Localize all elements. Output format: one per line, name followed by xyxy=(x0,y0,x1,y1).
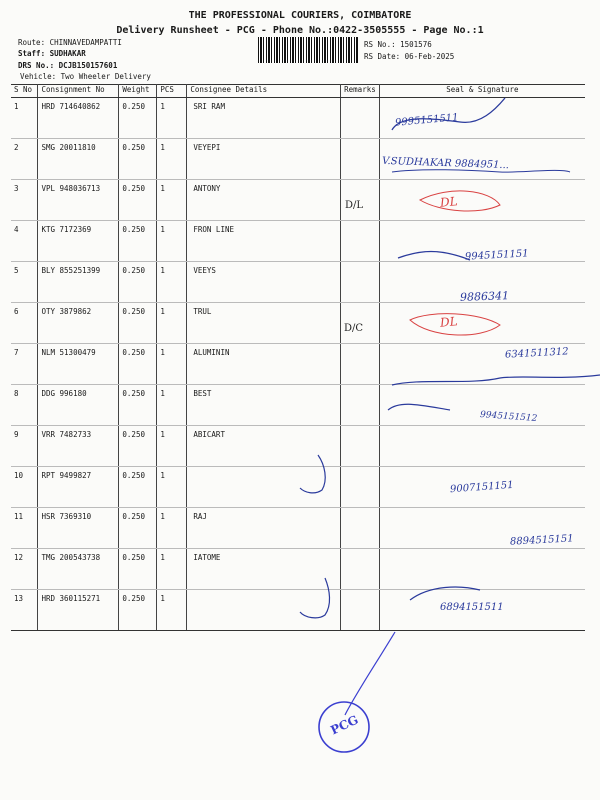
cell-consignee: RAJ xyxy=(187,508,341,549)
signature-1: 9995151511 xyxy=(394,112,459,129)
cell-pcs: 1 xyxy=(157,221,187,262)
company-name: THE PROFESSIONAL COURIERS, COIMBATORE xyxy=(188,10,412,21)
cell-consignment-no: HSR 7369310 xyxy=(38,508,119,549)
cell-sno: 13 xyxy=(11,590,38,631)
cell-weight: 0.250 xyxy=(119,221,157,262)
cell-pcs: 1 xyxy=(157,549,187,590)
pcg-stamp: PCG xyxy=(328,712,361,738)
cell-weight: 0.250 xyxy=(119,180,157,221)
cell-consignee: BEST xyxy=(187,385,341,426)
rs-number: RS No.: 1501576 xyxy=(364,40,432,49)
cell-consignee: VEYEPI xyxy=(187,139,341,180)
cell-pcs: 1 xyxy=(157,508,187,549)
col-pcs: PCS xyxy=(157,85,187,98)
cell-consignment-no: SMG 20011810 xyxy=(38,139,119,180)
cell-pcs: 1 xyxy=(157,303,187,344)
dl-mark-3: DL xyxy=(439,194,459,210)
signature-4: 9945151151 xyxy=(464,248,529,263)
cell-weight: 0.250 xyxy=(119,426,157,467)
route-label: Route: CHINNAVEDAMPATTI xyxy=(18,38,122,47)
cell-sno: 7 xyxy=(11,344,38,385)
cell-consignee: TRUL xyxy=(187,303,341,344)
signature-12: 8894515151 xyxy=(509,533,574,548)
cell-pcs: 1 xyxy=(157,385,187,426)
cell-sno: 10 xyxy=(11,467,38,508)
cell-weight: 0.250 xyxy=(119,262,157,303)
cell-consignee: ALUMININ xyxy=(187,344,341,385)
cell-pcs: 1 xyxy=(157,262,187,303)
cell-consignment-no: DDG 996180 xyxy=(38,385,119,426)
cell-pcs: 1 xyxy=(157,426,187,467)
drs-number: DRS No.: DCJB150157601 xyxy=(18,61,118,70)
cell-sno: 6 xyxy=(11,303,38,344)
cell-sno: 9 xyxy=(11,426,38,467)
col-consignment: Consignment No xyxy=(38,85,119,98)
cell-consignment-no: BLY 855251399 xyxy=(38,262,119,303)
cell-weight: 0.250 xyxy=(119,139,157,180)
cell-pcs: 1 xyxy=(157,590,187,631)
cell-consignee: IATOME xyxy=(187,549,341,590)
signature-13: 6894151511 xyxy=(440,602,504,613)
cell-consignment-no: HRD 360115271 xyxy=(38,590,119,631)
cell-weight: 0.250 xyxy=(119,303,157,344)
cell-pcs: 1 xyxy=(157,344,187,385)
cell-consignee: FRON LINE xyxy=(187,221,341,262)
cell-consignment-no: VRR 7482733 xyxy=(38,426,119,467)
vehicle-label: Vehicle: Two Wheeler Delivery xyxy=(20,72,151,81)
cell-consignee: SRI RAM xyxy=(187,98,341,139)
cell-consignee: ABICART xyxy=(187,426,341,467)
cell-pcs: 1 xyxy=(157,98,187,139)
col-signature: Seal & Signature xyxy=(379,85,585,98)
cell-pcs: 1 xyxy=(157,467,187,508)
cell-weight: 0.250 xyxy=(119,344,157,385)
staff-label: Staff: SUDHAKAR xyxy=(18,49,86,58)
col-sno: S No xyxy=(11,85,38,98)
cell-weight: 0.250 xyxy=(119,467,157,508)
col-consignee: Consignee Details xyxy=(187,85,341,98)
cell-sno: 1 xyxy=(11,98,38,139)
cell-sno: 4 xyxy=(11,221,38,262)
signature-5: 9886341 xyxy=(459,289,510,304)
cell-consignee: VEEYS xyxy=(187,262,341,303)
remark-3: D/L xyxy=(345,200,364,211)
cell-consignment-no: VPL 948036713 xyxy=(38,180,119,221)
signature-8: 9945151512 xyxy=(479,410,538,424)
cell-weight: 0.250 xyxy=(119,590,157,631)
cell-pcs: 1 xyxy=(157,139,187,180)
cell-consignment-no: TMG 200543738 xyxy=(38,549,119,590)
cell-consignment-no: KTG 7172369 xyxy=(38,221,119,262)
cell-weight: 0.250 xyxy=(119,508,157,549)
cell-sno: 12 xyxy=(11,549,38,590)
rs-date: RS Date: 06-Feb-2025 xyxy=(364,52,455,61)
cell-weight: 0.250 xyxy=(119,385,157,426)
dl-mark-6: DL xyxy=(439,314,459,330)
runsheet-title: Delivery Runsheet - PCG - Phone No.:0422-3505555 - Page No.:1 xyxy=(116,25,484,36)
cell-sno: 5 xyxy=(11,262,38,303)
signature-10: 9007151151 xyxy=(449,479,514,496)
signature-2: V.SUDHAKAR 9884951... xyxy=(381,155,510,172)
cell-sno: 2 xyxy=(11,139,38,180)
cell-consignment-no: HRD 714640862 xyxy=(38,98,119,139)
cell-consignment-no: RPT 9499827 xyxy=(38,467,119,508)
remark-6: D/C xyxy=(344,323,364,334)
col-remarks: Remarks xyxy=(341,85,380,98)
cell-pcs: 1 xyxy=(157,180,187,221)
cell-sno: 8 xyxy=(11,385,38,426)
cell-weight: 0.250 xyxy=(119,98,157,139)
col-weight: Weight xyxy=(119,85,157,98)
cell-sno: 3 xyxy=(11,180,38,221)
signature-7: 6341511312 xyxy=(504,346,569,361)
cell-consignment-no: OTY 3879862 xyxy=(38,303,119,344)
cell-weight: 0.250 xyxy=(119,549,157,590)
cell-sno: 11 xyxy=(11,508,38,549)
cell-consignment-no: NLM 51300479 xyxy=(38,344,119,385)
cell-consignee: ANTONY xyxy=(187,180,341,221)
